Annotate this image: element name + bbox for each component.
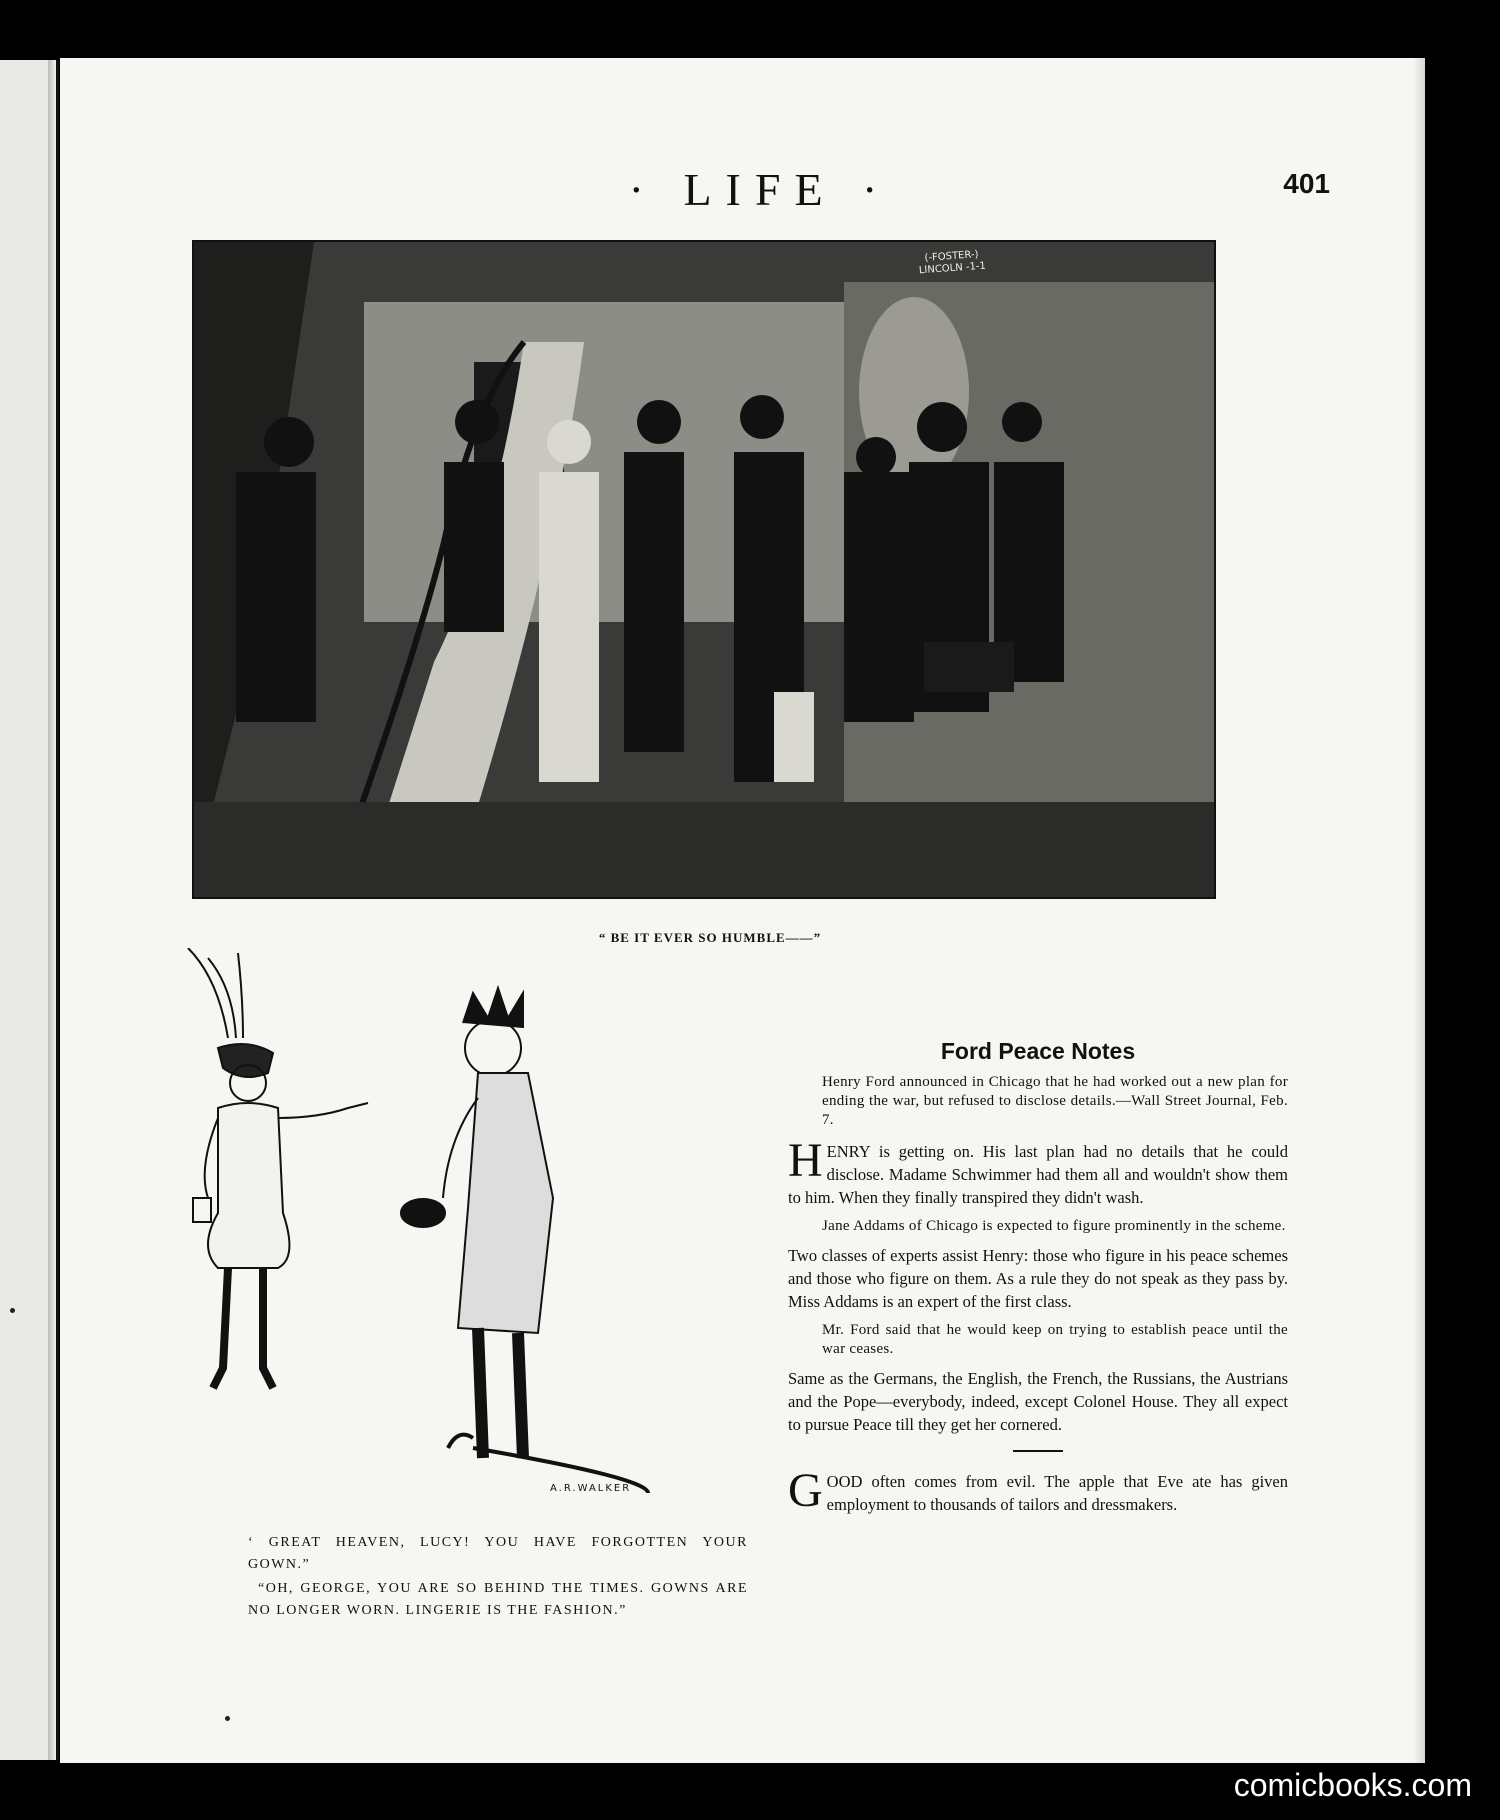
- page-shadow: [1413, 58, 1425, 1763]
- article-paragraph-3: Same as the Germans, the English, the French, the Russians, the Austrians and the Pope—everybody, indeed, except Colonel House. They all expect to pursue Peace till they get her cornered.: [788, 1369, 1288, 1434]
- illustration-signature: (-FOSTER-) LINCOLN -1-1: [918, 249, 987, 277]
- paragraph-1-text: ENRY is getting on. His last plan had no details that he could disclose. Madame Schwimmer had them all and wouldn't show them to him. When they finally transpired they didn't wash.: [788, 1142, 1288, 1207]
- article-quote-3: Mr. Ford said that he would keep on trying to establish peace until the war ceases.: [822, 1322, 1288, 1357]
- cartoon-lucy-george: [178, 948, 798, 1508]
- page-fold: [48, 60, 56, 1760]
- scan-speck: [225, 1716, 230, 1721]
- watermark: comicbooks.com: [1233, 1767, 1472, 1803]
- cartoon-caption-line-1: ‘ GREAT HEAVEN, LUCY! YOU HAVE FORGOTTEN YOUR GOWN.”: [248, 1535, 748, 1572]
- ford-peace-notes-article: [788, 1040, 1288, 1524]
- article-quote: Henry Ford announced in Chicago that he had worked out a new plan for ending the war, but refused to disclose details.—Wall Street Journal, Feb. 7.: [822, 1074, 1288, 1128]
- cartoon-drawing: [178, 948, 798, 1508]
- illustration-caption: “ BE IT EVER SO HUMBLE——”: [598, 930, 822, 945]
- article-quote-2: Jane Addams of Chicago is expected to figure prominently in the scheme.: [822, 1218, 1286, 1234]
- illustration-drawing: [194, 242, 1214, 897]
- section-divider: [1013, 1450, 1063, 1452]
- article-paragraph-2: Two classes of experts assist Henry: those who figure in his peace schemes and those who figure on them. As a rule they do not speak as they pass by. Miss Addams is an expert of the first class.: [788, 1246, 1288, 1311]
- page-number: 401: [1283, 168, 1330, 199]
- joke-paragraph: [788, 1464, 1288, 1517]
- masthead: · LIFE ·: [628, 164, 892, 215]
- scan-speck: [10, 1308, 15, 1313]
- dropcap-g: G: [788, 1464, 823, 1517]
- illustration-be-it-ever-so-humble: [192, 240, 1216, 899]
- cartoon-caption-line-2: “OH, GEORGE, YOU ARE SO BEHIND THE TIMES. GOWNS ARE NO LONGER WORN. LINGERIE IS THE FASHION.”: [248, 1581, 748, 1618]
- article-title: Ford Peace Notes: [940, 1038, 1136, 1064]
- dropcap-h: H: [788, 1134, 823, 1187]
- cartoon-signature: A.R.WALKER: [550, 1483, 632, 1494]
- article-paragraph-1: [788, 1134, 1288, 1209]
- cartoon-caption: [248, 1532, 748, 1622]
- joke-text: OOD often comes from evil. The apple that Eve ate has given employment to thousands of tailors and dressmakers.: [826, 1472, 1288, 1514]
- magazine-page: [60, 58, 1425, 1763]
